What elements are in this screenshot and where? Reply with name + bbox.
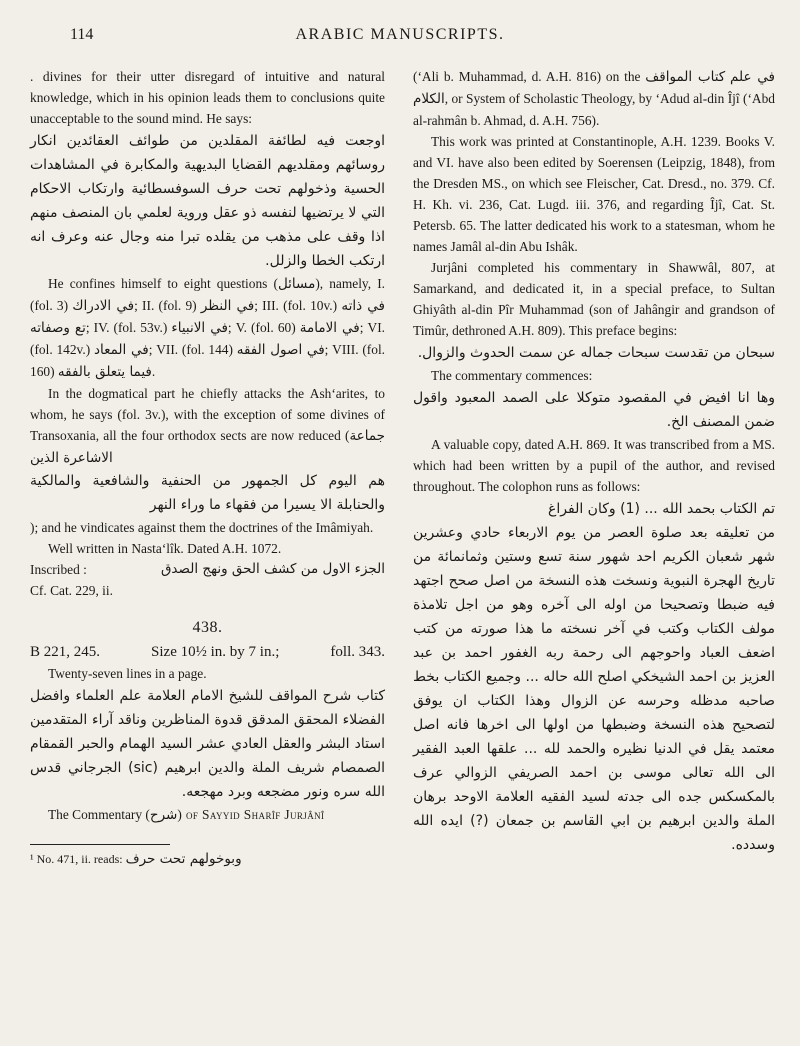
arabic-term: وبوخولهم تحت حرف bbox=[125, 851, 242, 867]
text: ¹ No. 471, ii. reads: bbox=[30, 852, 123, 866]
shelf-mark: B 221, 245. bbox=[30, 644, 101, 660]
arabic-term: في المعاد bbox=[93, 342, 149, 358]
copy-paragraph: A valuable copy, dated A.H. 869. It was transcribed from a MS. which had been written by a pupil of the author, and revised throughout. The colophon runs as follows: bbox=[413, 437, 775, 494]
arabic-term: في الامامة bbox=[299, 320, 360, 336]
text: In the dogmatical part he chiefly attacks the Ash‘arites, to whom, he says (fol. 3v.), with the exception of some divines of Transoxania, all the four orthodox sects are now reduced ( bbox=[30, 386, 385, 443]
page-header bbox=[70, 26, 730, 48]
arabic-term: في النظر bbox=[200, 298, 255, 314]
text: ) of Sayyid Sharîf Jurjânî bbox=[177, 807, 325, 822]
text: ; V. (fol. 60) bbox=[227, 320, 300, 335]
arabic-term: شرح bbox=[149, 807, 178, 823]
footnote bbox=[30, 849, 385, 870]
shelf-line bbox=[30, 642, 385, 663]
arabic-colophon: من تعليقه بعد صلوة العصر من يوم الاربعاء حادي وعشرين شهر شعبان الكريم احد شهور سنة تسع وستين وثمانمائة من تاريخ الهجرة النبوية ونسخت هذه النسخة من اصل صحح اجتهد فيه ضبطا وتصحيحا من اوله الى آخره وهو من اجل تلامذة مولف الكتاب وكتب في آخر نسخته ما هذا صورته من كتب اضعف العباد واحوجهم الى رحمة ربه الغفور احمد بن عبد العزيز بن احمد الشيخكي اصلح الله حاله ... وجميع الكتاب بخط صاحبه مدظله وحرسه عن الزوال وهذا الكتاب ان يوفق لتصحيح هذه النسخة وضبطها من اولها الى اخرها فانه اصل معتمد يقل في الدنيا نظيره والحمد لله ... علقها العبد الفقير الى الله تعالى موسى بن احمد الصريفي الزوالي عرف بالمكسكس جده الى جدته لسيد الفقيه العلامة الاوحد برهان الملة والدين ابرهيم بن ابي القاسم بن جمعان (?) ايده الله وسدده. bbox=[413, 525, 775, 853]
arabic-term: في اصول الفقه bbox=[236, 342, 325, 358]
arabic-quotation-2: هم اليوم كل الجمهور من الحنفية والشافعية والمالكية والحنابلة الا يسيرا من فقهاء ما وراء النهر bbox=[30, 473, 385, 513]
running-title: ARABIC MANUSCRIPTS. bbox=[295, 26, 505, 43]
dogmatical-paragraph bbox=[30, 383, 385, 469]
arabic-term: في ذاته تع وصفاته bbox=[30, 298, 385, 336]
text: ), namely, I. (fol. 3) bbox=[30, 276, 386, 313]
page-number: 114 bbox=[70, 26, 94, 43]
size: Size 10½ in. by 7 in.; bbox=[151, 644, 280, 660]
entry-number: 438. bbox=[192, 619, 223, 636]
dogmatical-paragraph-end: ); and he vindicates against them the doctrines of the Imâmiyah. bbox=[30, 520, 374, 535]
arabic-term: مسائل bbox=[277, 276, 316, 292]
folio-count: foll. 343. bbox=[330, 644, 385, 660]
left-column bbox=[30, 66, 385, 870]
script-note: Well written in Nasta‘lîk. Dated A.H. 1072. bbox=[48, 541, 282, 556]
text: , or System of Scholastic Theology, by ‘Adud al-din Îjî (‘Abd al-rahmân b. Ahmad, d. A.H. 756). bbox=[413, 91, 775, 128]
completion-paragraph: Jurjâni completed his commentary in Shawwâl, 807, at Samarkand, and dedicated it, in a special preface, to Sultan Ghiyâth al-din Pîr Muhammad (son of Jahângir and grandson of Timûr, dethroned A.H. 809). This preface begins: bbox=[413, 260, 775, 338]
arabic-term: كتاب المواقف bbox=[645, 69, 726, 85]
text: ; III. (fol. 10v.) bbox=[254, 298, 342, 313]
text: ; VI. (fol. 142v.) bbox=[30, 320, 386, 357]
arabic-commentary-opening: وها انا افيض في المقصود متوكلا على الصمد المعبود واقول ضمن المصنف الخ. bbox=[413, 390, 775, 430]
text: (‘Ali b. Muhammad, d. A.H. 816) on the bbox=[413, 69, 646, 84]
arabic-colophon-head: تم الكتاب بحمد الله ... (1) وكان الفراغ bbox=[548, 501, 775, 517]
inscribed-line bbox=[30, 559, 385, 580]
text: The Commentary ( bbox=[48, 807, 150, 822]
arabic-term: فيما يتعلق بالفقه bbox=[57, 364, 152, 380]
text: ; IV. (fol. 53v.) bbox=[85, 320, 172, 335]
commentary-line bbox=[30, 804, 385, 826]
lines-per-page: Twenty-seven lines in a page. bbox=[48, 666, 207, 681]
printing-paragraph: This work was printed at Constantinople, A.H. 1239. Books V. and VI. have also been edited by Soerensen (Leipzig, 1848), from the Dresden MS., on which see Fleischer, Cat. Dresd., no. 379. Cf. H. Kh. vi. 236, Cat. Lugd. iii. 376, and regarding Îjî, Cat. St. Petersb. 65. The latter dedicated his work to a statesman, whom he names Jamâl al-din Abu Ishâk. bbox=[413, 134, 775, 254]
arabic-term: جماعة الاشاعرة الذين bbox=[30, 428, 385, 466]
arabic-term: في علم الكلام bbox=[413, 69, 776, 107]
right-column bbox=[413, 66, 775, 857]
text: ; VIII. (fol. 160) bbox=[30, 342, 386, 379]
arabic-quotation-1: اوجعت فيه لطائفة المقلدين من طوائف العقائدين انكار روسائهم ومقلديهم القضايا البديهية والمكابرة في المشاهدات الحسية وذخولهم تحت حرف السوفسطائية وارتكاب الاحكام التي لا يرتضيها لنفسه ذو عقل وروية لعلمي بان المنصف منهم اذا وقف على مذهب من يقلده تبرا منه وجال عنه وعرف انه ارتكب الخطا والزلل. bbox=[30, 133, 385, 269]
text: ; VII. (fol. 144) bbox=[148, 342, 237, 357]
inscribed-label: Inscribed : bbox=[30, 562, 87, 577]
text: . bbox=[151, 364, 156, 379]
arabic-preface: سبحان من تقدست سبحات جماله عن سمت الحدوث والزوال. bbox=[417, 345, 775, 361]
cross-reference: Cf. Cat. 229, ii. bbox=[30, 583, 113, 598]
commences-label: The commentary commences: bbox=[431, 368, 593, 383]
arabic-title-entry: كتاب شرح المواقف للشيخ الامام العلامة علم العلماء وافضل الفضلاء المحقق المدقق قدوة المناظرين وناقد آراء المتقدمين استاد البشر والعقل العادي عشر السيد الهمام والحبر القمقام الصمصام شريف الملة والدين ابرهيم (sic) الجرجاني قدس الله سره ونور مضجعه وبرد مهجعه. bbox=[30, 688, 385, 800]
inscribed-arabic: الجزء الاول من كشف الحق ونهج الصدق bbox=[160, 561, 385, 577]
left-paragraph-intro: . divines for their utter disregard of intuitive and natural knowledge, which in his opinion leads them to conclusions quite unacceptable to the sound mind. He says: bbox=[30, 69, 385, 126]
text: ; II. (fol. 9) bbox=[134, 298, 201, 313]
arabic-term: في الانبياء bbox=[171, 320, 228, 336]
arabic-term: في الادراك bbox=[72, 298, 135, 314]
footnote-rule bbox=[30, 844, 170, 845]
eight-questions-paragraph bbox=[30, 273, 385, 383]
right-paragraph-intro bbox=[413, 66, 775, 131]
text: He confines himself to eight questions ( bbox=[48, 276, 278, 291]
